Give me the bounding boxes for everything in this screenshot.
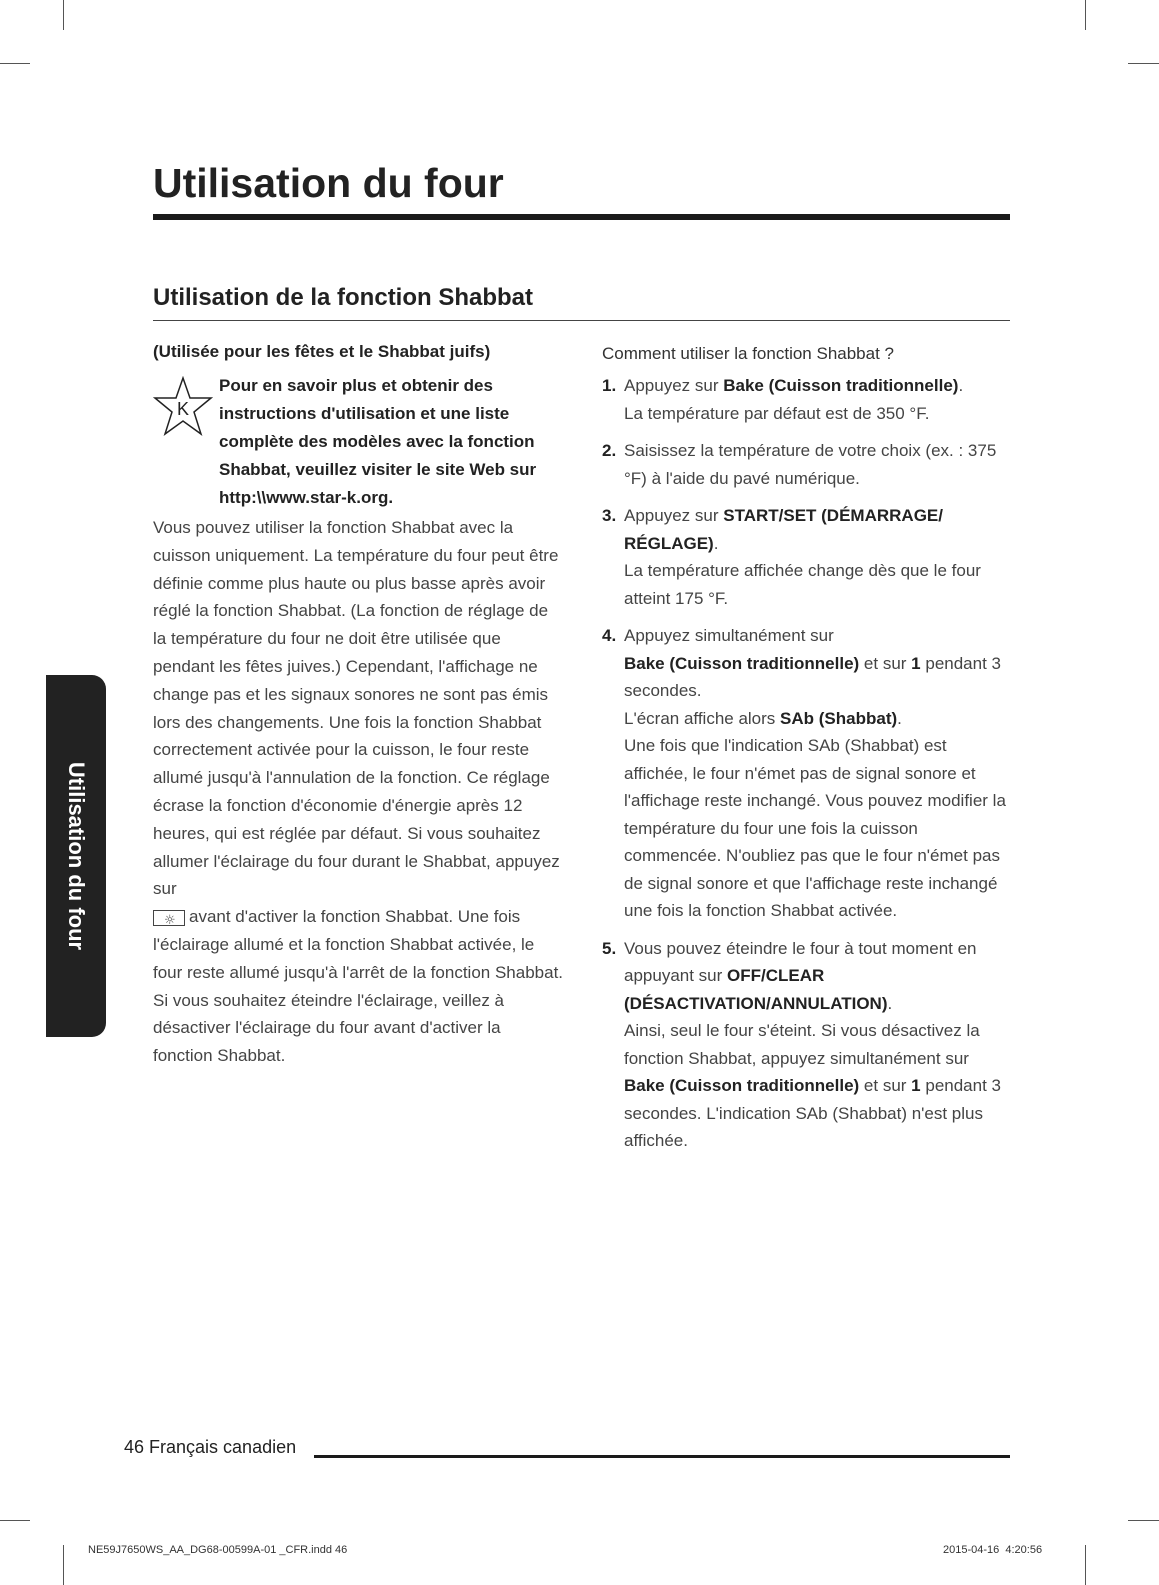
crop-mark xyxy=(1128,1520,1159,1521)
kosher-star-icon xyxy=(153,376,219,446)
kosher-star-letter: K xyxy=(176,399,190,419)
page-title: Utilisation du four xyxy=(153,160,504,206)
step-text: Appuyez simultanément sur Bake (Cuisson traditionnelle) et sur 1 pendant 3 secondes. L'écran affiche alors SAb (Shabbat). Une fois que l'indication SAb (Shabbat) est affichée, le four n'émet pas de signal sonore et l'affichage reste inchangé. Vous pouvez modifier la température du four une fois la cuisson commencée. N'oubliez pas que le four n'émet pas de signal sonore et que l'affichage reste inchangé une fois la fonction Shabbat activée. xyxy=(624,626,1006,920)
page-number-label: 46 Français canadien xyxy=(124,1437,297,1457)
crop-mark xyxy=(1085,1545,1086,1585)
step-item xyxy=(602,935,1012,1155)
right-column xyxy=(602,340,1012,1165)
crop-mark xyxy=(63,0,64,30)
footer-rule xyxy=(314,1455,1010,1458)
step-number: 3. xyxy=(602,506,617,525)
crop-mark xyxy=(0,63,30,64)
step-text: Vous pouvez éteindre le four à tout moment en appuyant sur OFF/CLEAR (DÉSACTIVATION/ANNULATION). Ainsi, seul le four s'éteint. Si vous désactivez la fonction Shabbat, appuyez simultanément sur Bake (Cuisson traditionnelle) et sur 1 pendant 3 secondes. L'indication SAb (Shabbat) n'est plus affichée. xyxy=(624,938,1001,1150)
step-item xyxy=(602,502,1012,612)
section-title: Utilisation de la fonction Shabbat xyxy=(153,284,534,311)
steps-intro: Comment utiliser la fonction Shabbat ? xyxy=(602,344,894,363)
step-text: Appuyez sur Bake (Cuisson traditionnelle). La température par défaut est de 350 °F. xyxy=(624,376,964,423)
crop-mark xyxy=(63,1545,64,1585)
side-tab-label: Utilisation du four xyxy=(64,761,89,951)
step-text: Saisissez la température de votre choix (ex. : 375 °F) à l'aide du pavé numérique. xyxy=(624,441,997,488)
note-text: Pour en savoir plus et obtenir des instructions d'utilisation et une liste complète des modèles avec la fonction Shabbat, veuillez visiter le site Web sur http:\\www.star-k.org. xyxy=(219,376,537,507)
title-rule xyxy=(153,214,1010,220)
left-column xyxy=(153,340,563,1070)
light-icon xyxy=(153,910,185,926)
step-item xyxy=(602,437,1012,492)
step-text: Appuyez sur START/SET (DÉMARRAGE/ RÉGLAGE). La température affichée change dès que le four atteint 175 °F. xyxy=(624,506,981,608)
body-paragraph xyxy=(153,514,563,1070)
print-slug-timestamp: 2015-04-16 ⁠ 4:20:56 xyxy=(943,1544,1043,1556)
crop-mark xyxy=(1085,0,1086,30)
step-item xyxy=(602,372,1012,427)
crop-mark xyxy=(0,1520,30,1521)
step-item xyxy=(602,622,1012,925)
step-number: 2. xyxy=(602,441,617,460)
crop-mark xyxy=(1128,63,1159,64)
step-number: 5. xyxy=(602,938,617,958)
print-slug-file: NE59J7650WS_AA_DG68-00599A-01 _CFR.indd 46 xyxy=(88,1544,348,1556)
section-rule xyxy=(153,320,1010,321)
step-number: 1. xyxy=(602,376,617,395)
side-tab xyxy=(46,675,106,1037)
body-text: Vous pouvez utiliser la fonction Shabbat avec la cuisson uniquement. La température du four peut être définie comme plus haute ou plus basse après avoir réglé la fonction Shabbat. (La fonction de réglage de la température du four ne doit être utilisée que pendant les fêtes juives.) Cependant, l'affichage ne change pas et les signaux sonores ne sont pas émis lors des changements. Une fois la fonction Shabbat correctement activée pour la cuisson, le four reste allumé jusqu'à l'annulation de la fonction. Ce réglage écrase la fonction d'économie d'énergie après 12 heures, qui est réglée par défaut. Si vous souhaitez allumer l'éclairage du four durant le Shabbat, appuyez sur xyxy=(153,518,560,899)
step-number: 4. xyxy=(602,626,617,645)
body-text-tail: avant d'activer la fonction Shabbat. Une fois l'éclairage allumé et la fonction Shabbat activée, le four reste allumé jusqu'à l'arrêt de la fonction Shabbat. Si vous souhaitez éteindre l'éclairage, veillez à désactiver l'éclairage du four avant d'activer la fonction Shabbat. xyxy=(153,907,564,1066)
note-block xyxy=(153,372,563,512)
subhead: (Utilisée pour les fêtes et le Shabbat juifs) xyxy=(153,342,491,361)
